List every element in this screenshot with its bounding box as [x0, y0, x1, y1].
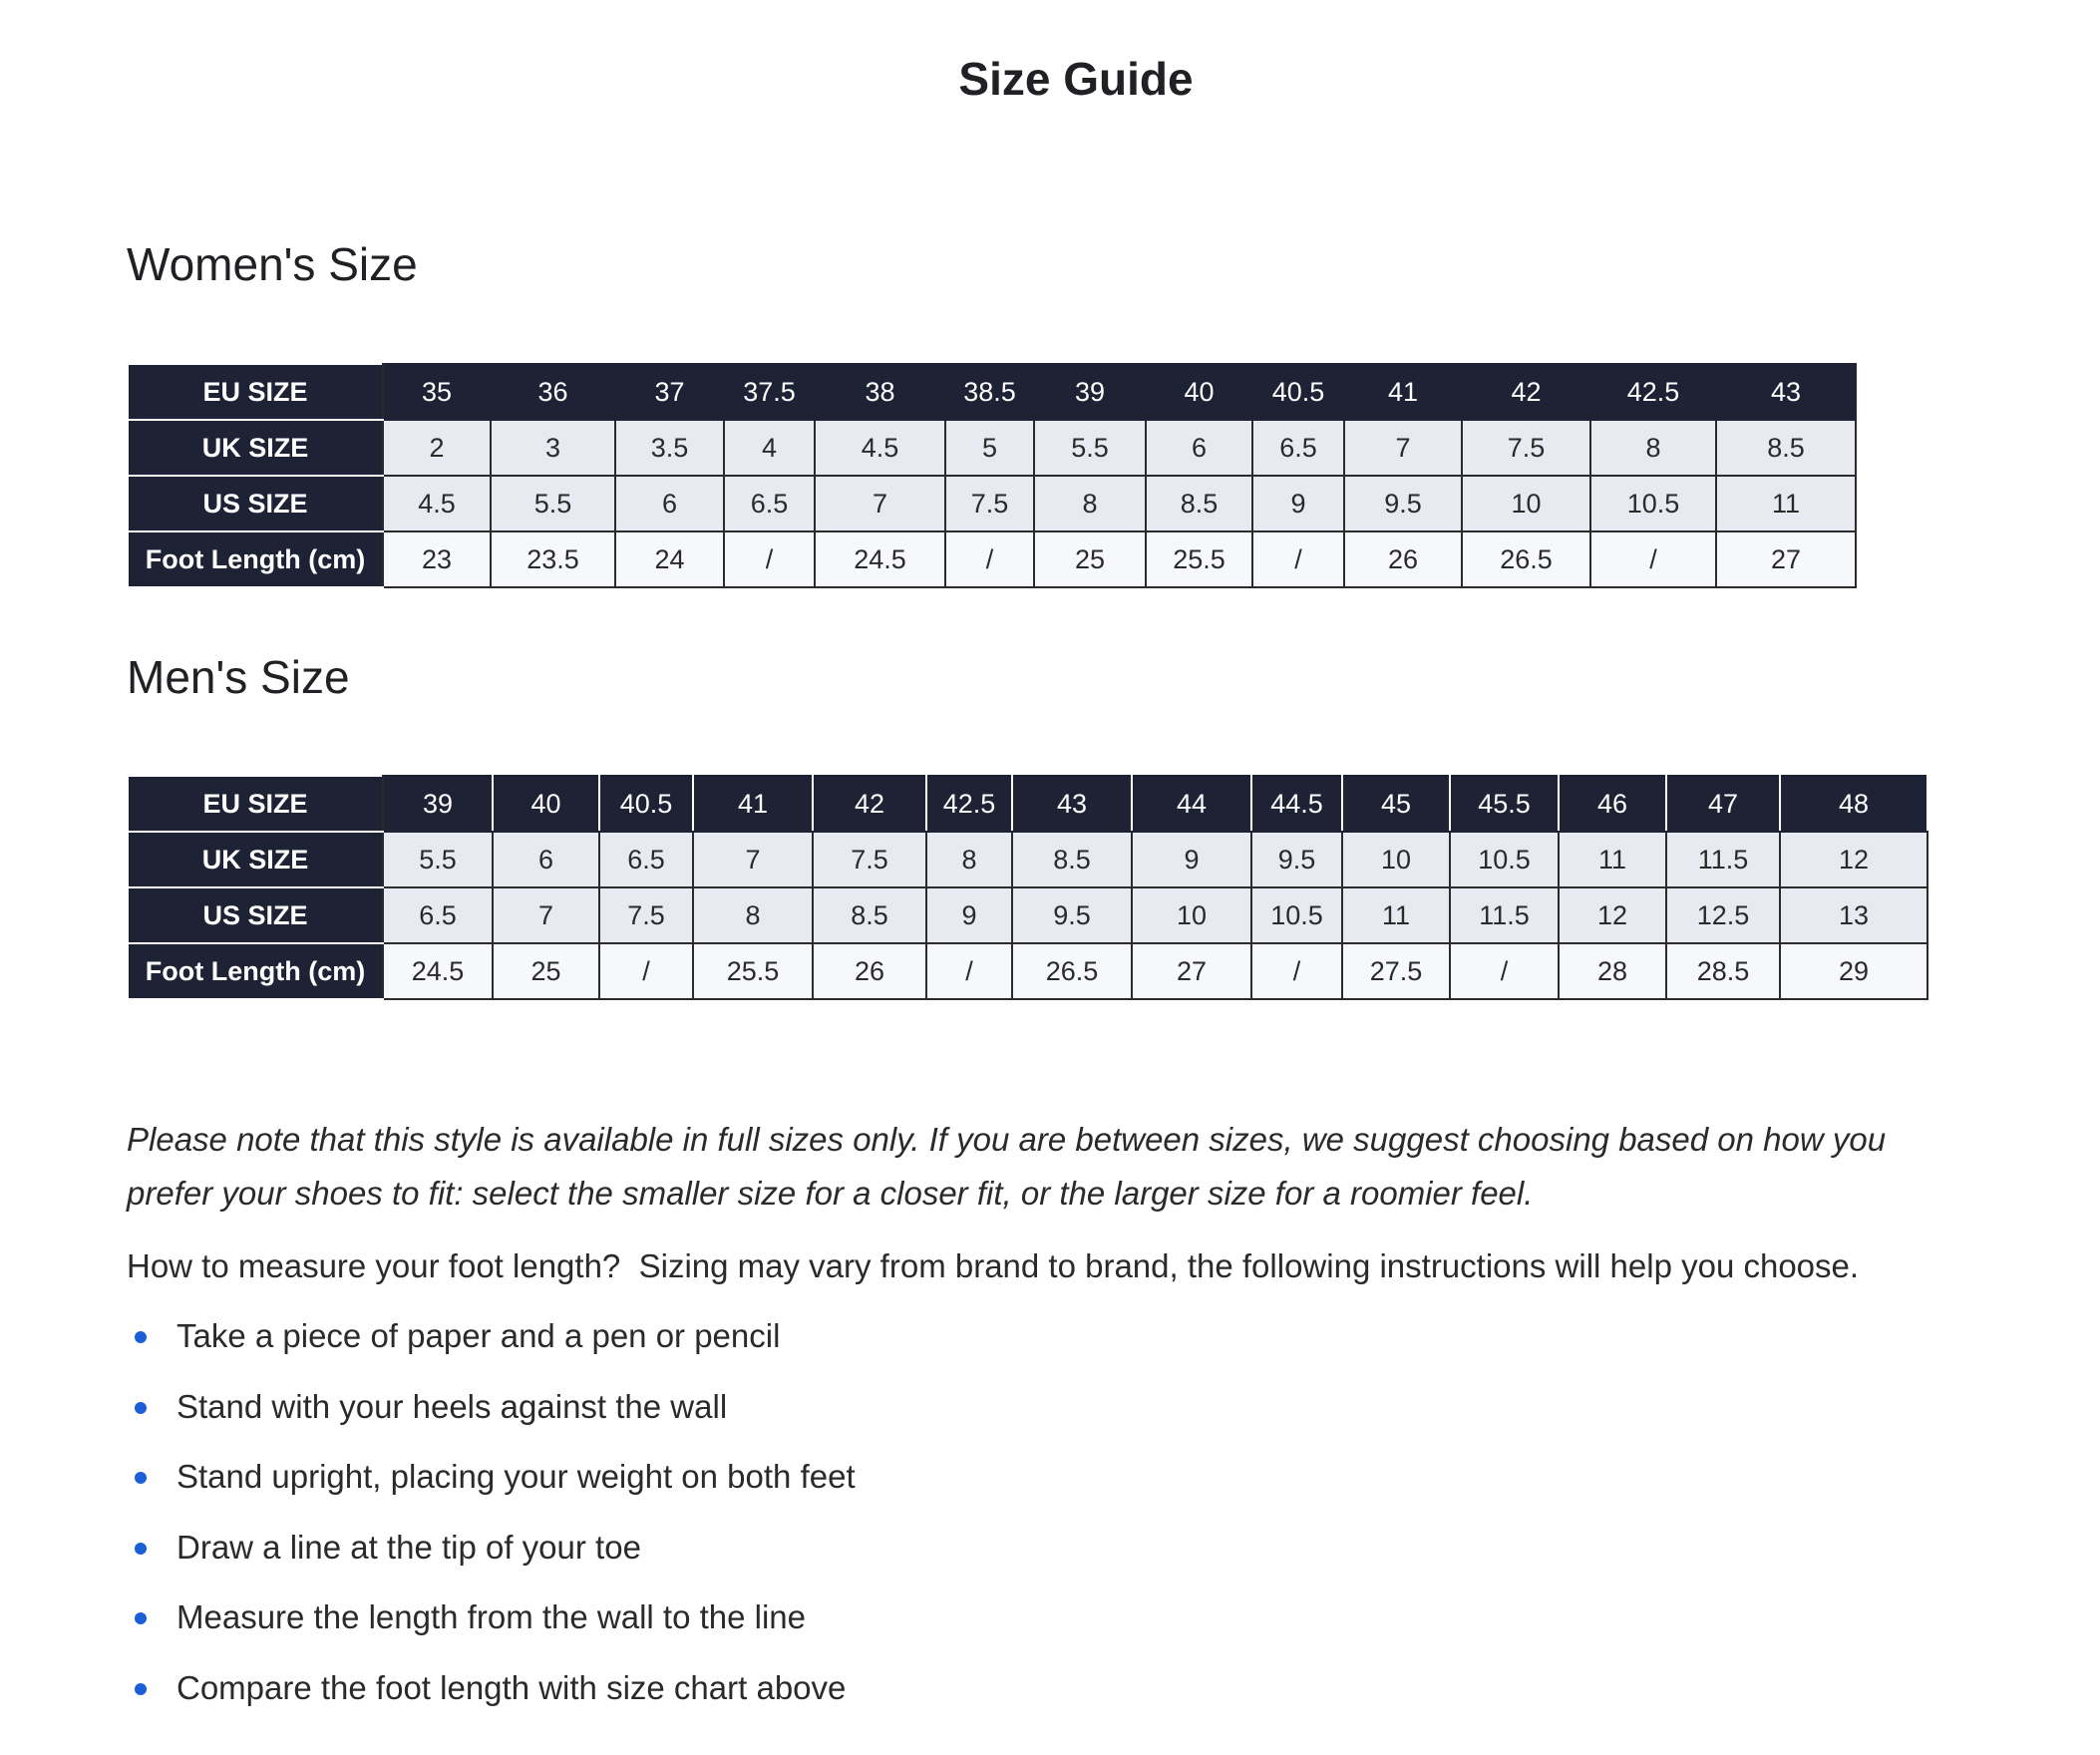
size-cell: 12 — [1559, 887, 1666, 943]
size-cell: 9.5 — [1344, 476, 1462, 531]
size-cell: 28.5 — [1666, 943, 1780, 999]
step-text: Take a piece of paper and a pen or pencil — [176, 1317, 781, 1354]
size-cell: 7 — [815, 476, 945, 531]
size-cell: 6 — [1146, 420, 1252, 476]
size-cell: 40 — [1146, 364, 1252, 420]
page-title: Size Guide — [958, 53, 1194, 105]
womens-size-title: Women's Size — [127, 238, 418, 290]
size-cell: 12 — [1780, 832, 1927, 887]
size-cell: 26 — [813, 943, 926, 999]
size-cell: 43 — [1012, 776, 1132, 832]
size-cell: 8.5 — [1716, 420, 1856, 476]
size-cell: 8.5 — [813, 887, 926, 943]
foot-length-row — [128, 943, 1927, 999]
size-cell: 6 — [493, 832, 599, 887]
size-cell: 35 — [383, 364, 491, 420]
uk-size-row — [128, 420, 1856, 476]
measure-steps-list — [127, 1309, 856, 1731]
size-cell: 9.5 — [1012, 887, 1132, 943]
size-cell: 10.5 — [1590, 476, 1716, 531]
row-header: EU SIZE — [128, 776, 383, 832]
list-item — [127, 1380, 856, 1451]
size-cell: 45.5 — [1450, 776, 1559, 832]
size-cell: 11 — [1342, 887, 1450, 943]
size-cell: 26.5 — [1462, 531, 1590, 587]
size-cell: 4 — [724, 420, 815, 476]
size-cell: 27 — [1716, 531, 1856, 587]
eu-size-row — [128, 364, 1856, 420]
size-cell: 9 — [1132, 832, 1251, 887]
list-item — [127, 1450, 856, 1521]
size-cell: / — [945, 531, 1034, 587]
uk-size-row — [128, 832, 1927, 887]
size-cell: / — [1450, 943, 1559, 999]
row-header: UK SIZE — [128, 832, 383, 887]
size-cell: 10.5 — [1450, 832, 1559, 887]
size-cell: / — [1251, 943, 1342, 999]
size-cell: 38.5 — [945, 364, 1034, 420]
size-cell: 36 — [491, 364, 615, 420]
size-cell: 7.5 — [1462, 420, 1590, 476]
size-cell: 9 — [926, 887, 1012, 943]
size-cell: 7 — [1344, 420, 1462, 476]
size-cell: / — [599, 943, 693, 999]
size-cell: 40.5 — [1252, 364, 1344, 420]
mens-size-table — [127, 775, 1928, 1000]
size-cell: 3 — [491, 420, 615, 476]
size-cell: 24.5 — [815, 531, 945, 587]
size-cell: 8 — [1590, 420, 1716, 476]
size-cell: 6 — [615, 476, 724, 531]
size-cell: / — [724, 531, 815, 587]
size-cell: 7.5 — [945, 476, 1034, 531]
size-cell: 11 — [1559, 832, 1666, 887]
bullet-icon — [135, 1331, 147, 1343]
size-cell: 3.5 — [615, 420, 724, 476]
size-cell: 11 — [1716, 476, 1856, 531]
size-cell: 6.5 — [599, 832, 693, 887]
bullet-icon — [135, 1402, 147, 1414]
size-cell: 4.5 — [815, 420, 945, 476]
full-sizes-note: Please note that this style is available in full sizes only. If you are between sizes, we suggest choosing based on how you prefer your shoes to fit: select the smaller size for a closer fit, or the larger size for a roomier feel. — [127, 1121, 1887, 1212]
size-cell: 37 — [615, 364, 724, 420]
size-cell: 5.5 — [383, 832, 493, 887]
measure-intro: How to measure your foot length? Sizing may vary from brand to brand, the following instructions will help you choose. — [127, 1247, 1860, 1284]
size-cell: 48 — [1780, 776, 1927, 832]
size-cell: 7 — [493, 887, 599, 943]
size-cell: 5.5 — [1034, 420, 1146, 476]
size-cell: 6.5 — [724, 476, 815, 531]
size-cell: 25.5 — [1146, 531, 1252, 587]
size-cell: 45 — [1342, 776, 1450, 832]
row-header: Foot Length (cm) — [128, 943, 383, 999]
size-cell: 38 — [815, 364, 945, 420]
size-cell: 8.5 — [1146, 476, 1252, 531]
size-cell: 8 — [926, 832, 1012, 887]
row-header: EU SIZE — [128, 364, 383, 420]
list-item — [127, 1309, 856, 1380]
size-cell: / — [1252, 531, 1344, 587]
step-text: Compare the foot length with size chart above — [176, 1668, 847, 1706]
size-cell: 42 — [813, 776, 926, 832]
size-cell: 6.5 — [1252, 420, 1344, 476]
size-cell: 5 — [945, 420, 1034, 476]
size-cell: 47 — [1666, 776, 1780, 832]
size-cell: 26.5 — [1012, 943, 1132, 999]
size-cell: 43 — [1716, 364, 1856, 420]
bullet-icon — [135, 1683, 147, 1695]
size-cell: 7 — [693, 832, 813, 887]
size-cell: 8.5 — [1012, 832, 1132, 887]
size-cell: 42.5 — [1590, 364, 1716, 420]
size-cell: 11.5 — [1666, 832, 1780, 887]
size-cell: 6.5 — [383, 887, 493, 943]
bullet-icon — [135, 1612, 147, 1624]
size-cell: 11.5 — [1450, 887, 1559, 943]
size-cell: 27 — [1132, 943, 1251, 999]
size-cell: 8 — [693, 887, 813, 943]
size-cell: / — [1590, 531, 1716, 587]
list-item — [127, 1590, 856, 1661]
size-cell: 27.5 — [1342, 943, 1450, 999]
bullet-icon — [135, 1472, 147, 1484]
size-cell: 24.5 — [383, 943, 493, 999]
step-text: Stand upright, placing your weight on both feet — [176, 1458, 856, 1495]
size-cell: 44 — [1132, 776, 1251, 832]
size-cell: 25.5 — [693, 943, 813, 999]
size-cell: 39 — [1034, 364, 1146, 420]
eu-size-row — [128, 776, 1927, 832]
size-cell: 10 — [1462, 476, 1590, 531]
size-cell: 10.5 — [1251, 887, 1342, 943]
size-cell: 37.5 — [724, 364, 815, 420]
size-cell: 42 — [1462, 364, 1590, 420]
size-cell: 2 — [383, 420, 491, 476]
size-cell: 40 — [493, 776, 599, 832]
size-cell: 9.5 — [1251, 832, 1342, 887]
row-header: Foot Length (cm) — [128, 531, 383, 587]
size-cell: 26 — [1344, 531, 1462, 587]
size-cell: 24 — [615, 531, 724, 587]
size-cell: 41 — [693, 776, 813, 832]
row-header: UK SIZE — [128, 420, 383, 476]
list-item — [127, 1661, 856, 1732]
size-cell: 25 — [493, 943, 599, 999]
size-cell: 7.5 — [599, 887, 693, 943]
size-cell: 12.5 — [1666, 887, 1780, 943]
us-size-row — [128, 887, 1927, 943]
size-cell: 25 — [1034, 531, 1146, 587]
size-cell: 23.5 — [491, 531, 615, 587]
size-cell: 41 — [1344, 364, 1462, 420]
size-cell: 44.5 — [1251, 776, 1342, 832]
size-cell: 40.5 — [599, 776, 693, 832]
bullet-icon — [135, 1543, 147, 1555]
list-item — [127, 1521, 856, 1591]
size-cell: 8 — [1034, 476, 1146, 531]
row-header: US SIZE — [128, 887, 383, 943]
size-cell: 39 — [383, 776, 493, 832]
size-cell: / — [926, 943, 1012, 999]
size-cell: 5.5 — [491, 476, 615, 531]
size-cell: 28 — [1559, 943, 1666, 999]
size-cell: 10 — [1132, 887, 1251, 943]
size-cell: 4.5 — [383, 476, 491, 531]
size-cell: 29 — [1780, 943, 1927, 999]
size-cell: 46 — [1559, 776, 1666, 832]
size-cell: 10 — [1342, 832, 1450, 887]
us-size-row — [128, 476, 1856, 531]
mens-size-title: Men's Size — [127, 651, 350, 703]
step-text: Draw a line at the tip of your toe — [176, 1528, 641, 1566]
step-text: Measure the length from the wall to the line — [176, 1598, 807, 1635]
size-cell: 23 — [383, 531, 491, 587]
size-cell: 13 — [1780, 887, 1927, 943]
size-cell: 9 — [1252, 476, 1344, 531]
foot-length-row — [128, 531, 1856, 587]
size-cell: 7.5 — [813, 832, 926, 887]
row-header: US SIZE — [128, 476, 383, 531]
size-cell: 42.5 — [926, 776, 1012, 832]
step-text: Stand with your heels against the wall — [176, 1387, 728, 1425]
womens-size-table — [127, 363, 1857, 588]
